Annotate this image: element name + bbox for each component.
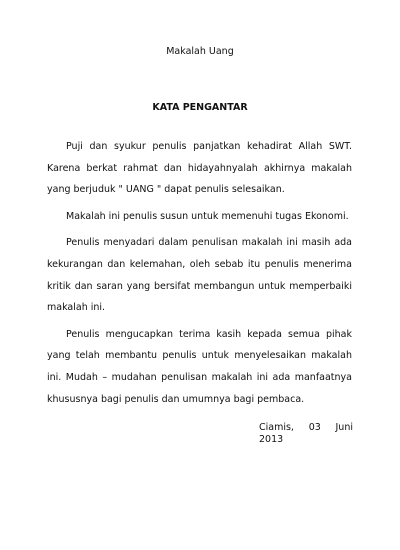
paragraph-shortcomings: Penulis menyadari dalam penulisan makalah ini masih ada kekurangan dan kelemahan, oleh sebab itu penulis menerima kritik dan saran yang bersifat membangun untuk memperbaiki makalah ini.: [47, 237, 352, 314]
signature-month: Juni: [335, 422, 353, 433]
paragraph-opening: Puji dan syukur penulis panjatkan kehadirat Allah SWT. Karena berkat rahmat dan hidayahnyalah akhirnya makalah yang berjuduk " UANG " dapat penulis selesaikan.: [47, 141, 352, 196]
paragraph-purpose: Makalah ini penulis susun untuk memenuhi tugas Ekonomi.: [66, 210, 349, 222]
document-body: [47, 136, 352, 415]
page-header-title: Makalah Uang: [166, 46, 234, 57]
signature-block: [259, 422, 353, 446]
signature-day: 03: [308, 422, 321, 433]
kata-pengantar-heading: KATA PENGANTAR: [152, 102, 248, 113]
paragraph-thanks: Penulis mengucapkan terima kasih kepada semua pihak yang telah membantu penulis untuk menyelesaikan makalah ini. Mudah – mudahan penulisan makalah ini ada manfaatnya khususnya bagi penulis dan umumnya bagi pembaca.: [47, 328, 352, 405]
signature-year: 2013: [259, 434, 284, 445]
signature-place-date: [259, 422, 353, 434]
signature-place: Ciamis,: [259, 422, 294, 433]
